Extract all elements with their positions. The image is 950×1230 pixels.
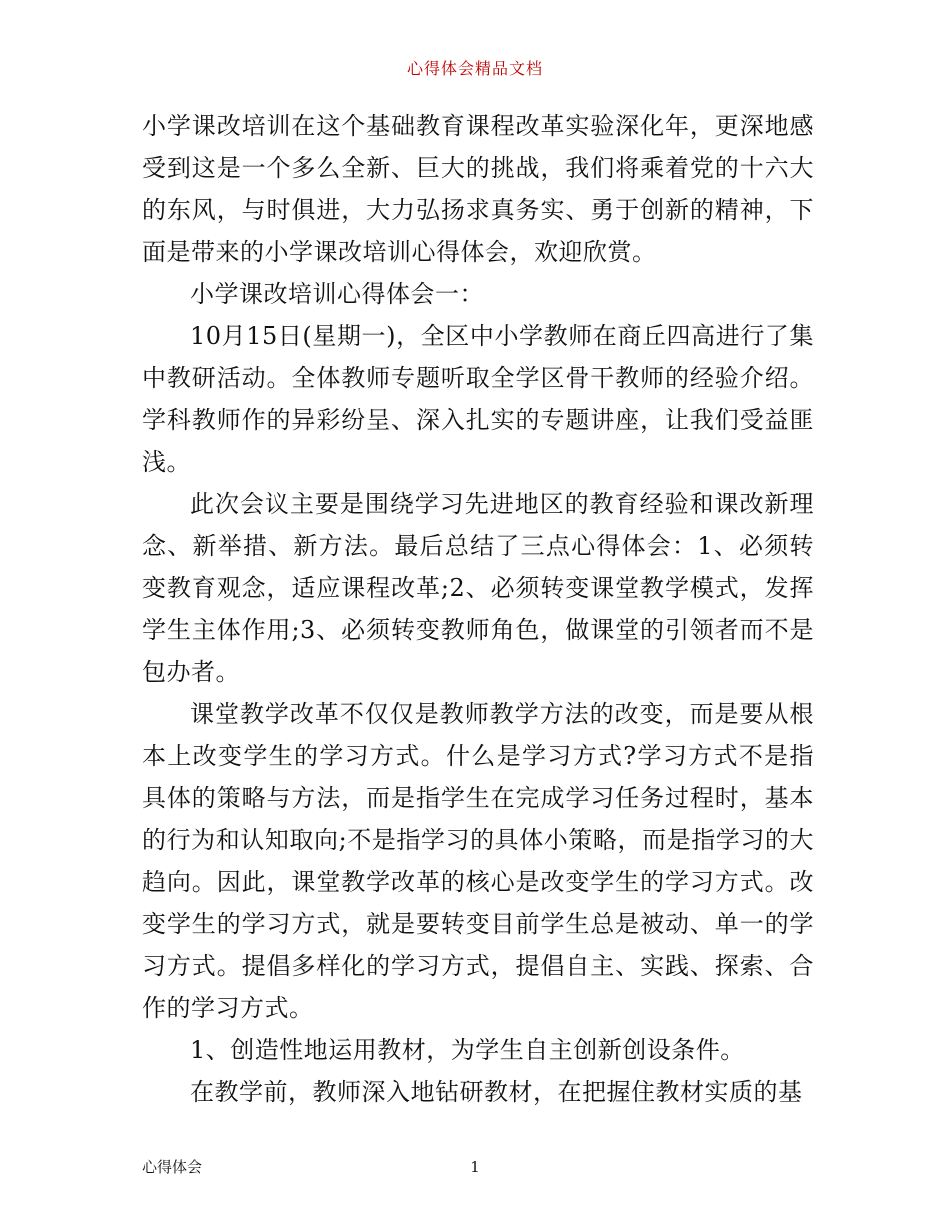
body-paragraph: 10月15日(星期一)，全区中小学教师在商丘四高进行了集中教研活动。全体教师专题听取全学区骨干教师的经验介绍。学科教师作的异彩纷呈、深入扎实的专题讲座，让我们受益匪浅。 (142, 322, 814, 476)
document-body (142, 105, 814, 1113)
body-paragraph: 课堂教学改革不仅仅是教师教学方法的改变，而是要从根本上改变学生的学习方式。什么是学习方式?学习方式不是指具体的策略与方法，而是指学生在完成学习任务过程时，基本的行为和认知取向;不是指学习的具体小策略，而是指学习的大趋向。因此，课堂教学改革的核心是改变学生的学习方式。改变学生的学习方式，就是要转变目前学生总是被动、单一的学习方式。提倡多样化的学习方式，提倡自主、实践、探索、合作的学习方式。 (142, 700, 814, 1022)
footer-label: 心得体会 (142, 1158, 203, 1176)
intro-paragraph: 小学课改培训在这个基础教育课程改革实验深化年，更深地感受到这是一个多么全新、巨大的挑战，我们将乘着党的十六大的东风，与时俱进，大力弘扬求真务实、勇于创新的精神，下面是带来的小学课改培训心得体会，欢迎欣赏。 (142, 112, 814, 266)
page-number: 1 (470, 1158, 480, 1176)
page-header-title: 心得体会精品文档 (406, 59, 543, 78)
section-heading: 小学课改培训心得体会一： (190, 280, 484, 308)
body-paragraph: 在教学前，教师深入地钻研教材，在把握住教材实质的基 (190, 1078, 803, 1106)
body-paragraph: 此次会议主要是围绕学习先进地区的教育经验和课改新理念、新举措、新方法。最后总结了三点心得体会：1、必须转变教育观念，适应课程改革;2、必须转变课堂教学模式，发挥学生主体作用;3、必须转变教师角色，做课堂的引领者而不是包办者。 (142, 490, 814, 686)
numbered-point: 1、创造性地运用教材，为学生自主创新创设条件。 (190, 1036, 745, 1064)
